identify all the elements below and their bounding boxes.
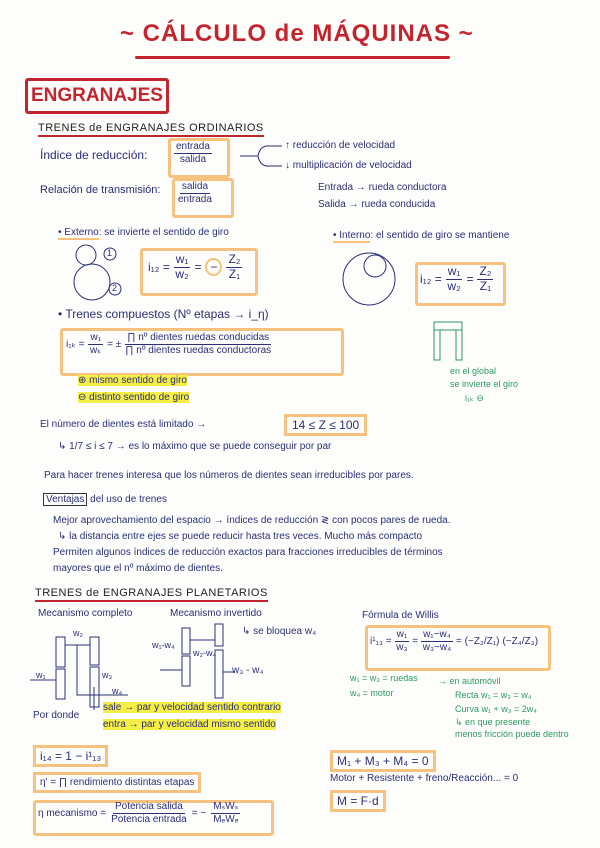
motor-text: Motor + Resistente + freno/Reacción... = 0 bbox=[330, 773, 519, 784]
formula-num: ∏ nº dientes ruedas conducidas bbox=[127, 332, 270, 343]
formula-num: w₁ bbox=[396, 629, 408, 640]
branch-up-text: ↑ reducción de velocidad bbox=[285, 140, 396, 151]
formula-num: MₛWₛ bbox=[213, 801, 239, 812]
eta-mec-formula bbox=[38, 801, 240, 825]
formula-num: Z₂ bbox=[479, 264, 492, 278]
compuestos-formula bbox=[66, 332, 271, 356]
ventajas-label: Ventajas bbox=[43, 493, 87, 506]
relacion-num: salida bbox=[181, 181, 209, 192]
ventajas-line: Mejor aprovechamiento del espacio → índices de reducción ≷ con pocos pares de rueda. bbox=[53, 515, 451, 526]
momentos-formula: M₁ + M₃ + M₄ = 0 bbox=[330, 750, 436, 772]
formula-eq: = ± bbox=[107, 338, 122, 350]
eta-formula: η' = ∏ rendimiento distintas etapas bbox=[33, 772, 201, 793]
indice-label: Índice de reducción: bbox=[40, 148, 148, 162]
green-right-line: → en automóvil bbox=[438, 676, 501, 686]
green-note-line: en el global bbox=[450, 366, 497, 376]
branch-arrow-icon bbox=[240, 140, 285, 172]
ventajas-line: ↳ la distancia entre ejes se puede reducir hasta tres veces. Mucho más compacto bbox=[58, 531, 423, 542]
green-right-line: ↳ en que presente bbox=[455, 717, 531, 727]
formula-den: w₂ bbox=[447, 278, 461, 293]
entrada-note: Entrada → rueda conductora bbox=[318, 182, 447, 193]
salida-note: Salida → rueda conducida bbox=[318, 199, 436, 210]
ventajas-line: Permiten algunos índices de reducción exactos para fracciones irreducibles de términos bbox=[53, 547, 443, 558]
page-title: ~ CÁLCULO de MÁQUINAS ~ bbox=[120, 20, 474, 47]
interno-label: • Interno bbox=[333, 230, 371, 241]
formula-den: w₂ bbox=[175, 266, 189, 281]
formula-lhs: i₁ₖ = bbox=[66, 338, 85, 350]
externo-text: : se invierte el sentido de giro bbox=[98, 227, 229, 238]
externo-formula bbox=[148, 253, 242, 282]
interno-formula bbox=[420, 265, 493, 294]
inv-label: w₂-w₄ bbox=[193, 648, 217, 658]
indice-num: entrada bbox=[176, 141, 210, 152]
internal-gears-diagram bbox=[342, 246, 397, 311]
formula-num: w₁ bbox=[447, 264, 461, 278]
entra-text: entra → par y velocidad mismo sentido bbox=[103, 719, 276, 730]
formula-sign: − bbox=[205, 258, 222, 276]
inv-label: w₃ - w₄ bbox=[232, 665, 264, 676]
formula-den: Z₁ bbox=[228, 266, 241, 281]
mismo-sentido: ⊕ mismo sentido de giro bbox=[78, 375, 187, 386]
formula-den: MₑWₑ bbox=[213, 813, 239, 825]
w3-label: w₃ bbox=[102, 670, 113, 680]
green-right-line: Curva w₁ + w₃ = 2w₄ bbox=[455, 704, 537, 714]
green-note-line: se invierte el giro bbox=[450, 379, 519, 389]
inverted-mechanism-diagram bbox=[145, 620, 245, 705]
dientes-text: El número de dientes está limitado → bbox=[40, 419, 207, 430]
formula-den: wₖ bbox=[90, 344, 102, 356]
formula-eq: = bbox=[194, 260, 202, 275]
formula-den: Z₁ bbox=[479, 278, 492, 293]
inv-label: w₁-w₄ bbox=[152, 640, 175, 650]
relacion-den: entrada bbox=[178, 193, 212, 205]
green-left-line: w₄ = motor bbox=[350, 688, 394, 698]
invertido-label: Mecanismo invertido bbox=[170, 608, 262, 619]
green-right-line: menos fricción puede dentro bbox=[455, 729, 569, 739]
indice-fraction bbox=[174, 141, 212, 165]
formula-factor: (−Z₂/Z₁) bbox=[464, 635, 500, 647]
formula-num: Z₂ bbox=[228, 252, 241, 266]
completo-label: Mecanismo completo bbox=[38, 608, 133, 619]
formula-den: Potencia entrada bbox=[111, 813, 187, 825]
formula-den: ∏ nº dientes ruedas conductoras bbox=[125, 344, 272, 356]
formula-eq: = − bbox=[191, 807, 207, 819]
formula-lhs: η mecanismo = bbox=[38, 807, 107, 819]
gear-label-2: 2 bbox=[112, 283, 118, 293]
w1-label: w₁ bbox=[36, 670, 46, 680]
formula-lhs: i₁₂ = bbox=[148, 260, 170, 275]
por-donde-label: Por donde bbox=[33, 710, 80, 721]
external-gears-diagram bbox=[70, 242, 125, 304]
bloquea-text: ↳ se bloquea w₄ bbox=[242, 626, 317, 637]
planetarios-heading: TRENES de ENGRANAJES PLANETARIOS bbox=[35, 587, 268, 602]
willis-formula: i¹₁₃ = $\frac{\text{w₁}}{\text{w₃}}$ = $\frac{\text{w₁−w₄}}{\text{w₃−w₄}}$ = (−Z₂/Z₁) (−Z₄/Z₃) bbox=[370, 629, 539, 653]
distinto-sentido: ⊖ distinto sentido de giro bbox=[78, 392, 190, 403]
formula-den: w₃ bbox=[396, 641, 408, 653]
sale-text: sale → par y velocidad sentido contrario bbox=[103, 702, 281, 713]
ventajas-line: mayores que el nº máximo de dientes. bbox=[53, 563, 223, 574]
dientes-range: 14 ≤ Z ≤ 100 bbox=[284, 414, 367, 436]
compuestos-text: • Trenes compuestos (Nº etapas → i_η) bbox=[58, 307, 269, 321]
relacion-label: Relación de transmisión: bbox=[40, 184, 161, 196]
w2-label: w₂ bbox=[73, 628, 83, 638]
green-right-line: Recta w₁ = w₃ = w₄ bbox=[455, 690, 532, 700]
green-note-line: i₁ₖ ⊖ bbox=[465, 393, 484, 403]
indice-den: salida bbox=[179, 153, 207, 165]
i14-formula: i₁₄ = 1 − i¹₁₃ bbox=[33, 745, 108, 767]
formula-lhs: i₁₂ = bbox=[420, 272, 442, 287]
ventajas-text: del uso de trenes bbox=[90, 494, 167, 505]
mfd-formula: M = F·d bbox=[330, 790, 386, 812]
formula-den: w₃−w₄ bbox=[422, 641, 452, 653]
relacion-fraction bbox=[178, 181, 212, 205]
section-heading: ENGRANAJES bbox=[25, 78, 169, 114]
compound-train-diagram bbox=[432, 320, 464, 362]
formula-num: w₁ bbox=[175, 252, 189, 266]
branch-down-text: ↓ multiplicación de velocidad bbox=[285, 160, 412, 171]
gear-label-1: 1 bbox=[107, 248, 113, 258]
externo-label: • Externo bbox=[58, 227, 99, 238]
green-left-line: w₁ = w₃ = ruedas bbox=[350, 673, 418, 683]
formula-num: Potencia salida bbox=[114, 801, 183, 812]
formula-factor: (−Z₄/Z₃) bbox=[502, 635, 539, 647]
formula-lhs: i¹₁₃ = bbox=[370, 635, 392, 647]
title-underline bbox=[135, 56, 450, 59]
i-range-text: ↳ 1/7 ≤ i ≤ 7 → es lo máximo que se puede conseguir por par bbox=[58, 441, 332, 452]
irreducibles-text: Para hacer trenes interesa que los números de dientes sean irreducibles por pares. bbox=[44, 470, 414, 481]
formula-num: w₁−w₄ bbox=[423, 629, 451, 640]
interno-text: : el sentido de giro se mantiene bbox=[370, 230, 510, 241]
formula-num: w₁ bbox=[90, 332, 102, 343]
formula-eq: = bbox=[466, 272, 474, 287]
ordinarios-heading: TRENES de ENGRANAJES ORDINARIOS bbox=[38, 122, 264, 137]
w4-label: w₄ bbox=[112, 686, 123, 696]
willis-title: Fórmula de Willis bbox=[362, 610, 439, 621]
